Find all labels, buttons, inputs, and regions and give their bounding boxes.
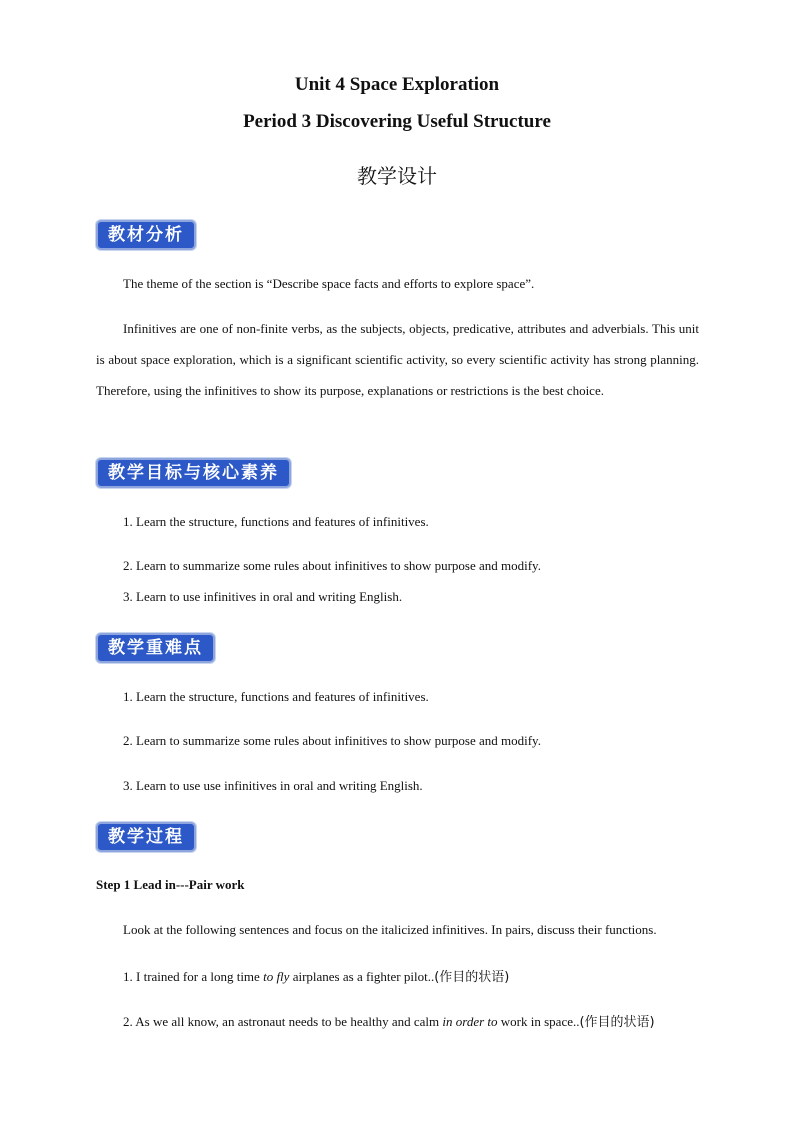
unit-title: Unit 4 Space Exploration — [294, 74, 500, 95]
doc-type-title: 教学设计 — [357, 164, 437, 188]
example-2-infinitive: in order to — [442, 1014, 498, 1029]
key-point-item-3: 3. Learn to use use infinitives in oral and writing English. — [123, 778, 423, 793]
period-title: Period 3 Discovering Useful Structure — [243, 111, 551, 132]
example-2-note: (作目的状语) — [579, 1015, 655, 1030]
key-point-item-2: 2. Learn to summarize some rules about infinitives to show purpose and modify. — [123, 733, 541, 748]
section-badge-analysis: 教材分析 — [96, 220, 196, 250]
section-badge-objectives: 教学目标与核心素养 — [96, 458, 291, 488]
step1-title: Step 1 Lead in---Pair work — [96, 877, 245, 892]
objective-item-2: 2. Learn to summarize some rules about infinitives to show purpose and modify. — [123, 558, 541, 573]
example-sentence-2 — [96, 1011, 699, 1030]
analysis-theme-paragraph: The theme of the section is “Describe space facts and efforts to explore space”. — [123, 276, 535, 291]
objective-item-3: 3. Learn to use infinitives in oral and writing English. — [123, 589, 403, 604]
objective-item-1: 1. Learn the structure, functions and features of infinitives. — [123, 514, 429, 529]
section-badge-key-points: 教学重难点 — [96, 633, 215, 663]
step1-instruction: Look at the following sentences and focus on the italicized infinitives. In pairs, discuss their functions. — [123, 922, 657, 937]
example-1-note: (作目的状语) — [434, 970, 510, 985]
analysis-infinitives-paragraph: Infinitives are one of non-finite verbs, as the subjects, objects, predicative, attributes and adverbials. This unit is about space exploration, which is a significant scientific activity, so every scientific activity has strong planning. Therefore, using the infinitives to show its purpose, explanations or restrictions is the best choice. — [96, 321, 699, 398]
example-1-infinitive: to fly — [263, 969, 290, 984]
example-1-after: airplanes as a fighter pilot.. — [289, 969, 435, 984]
section-badge-process: 教学过程 — [96, 822, 196, 852]
example-1-before: 1. I trained for a long time — [123, 969, 264, 984]
example-sentence-1 — [96, 966, 699, 985]
example-2-after: work in space.. — [497, 1014, 580, 1029]
key-point-item-1: 1. Learn the structure, functions and features of infinitives. — [123, 689, 429, 704]
example-2-before: 2. As we all know, an astronaut needs to be healthy and calm — [123, 1014, 443, 1029]
